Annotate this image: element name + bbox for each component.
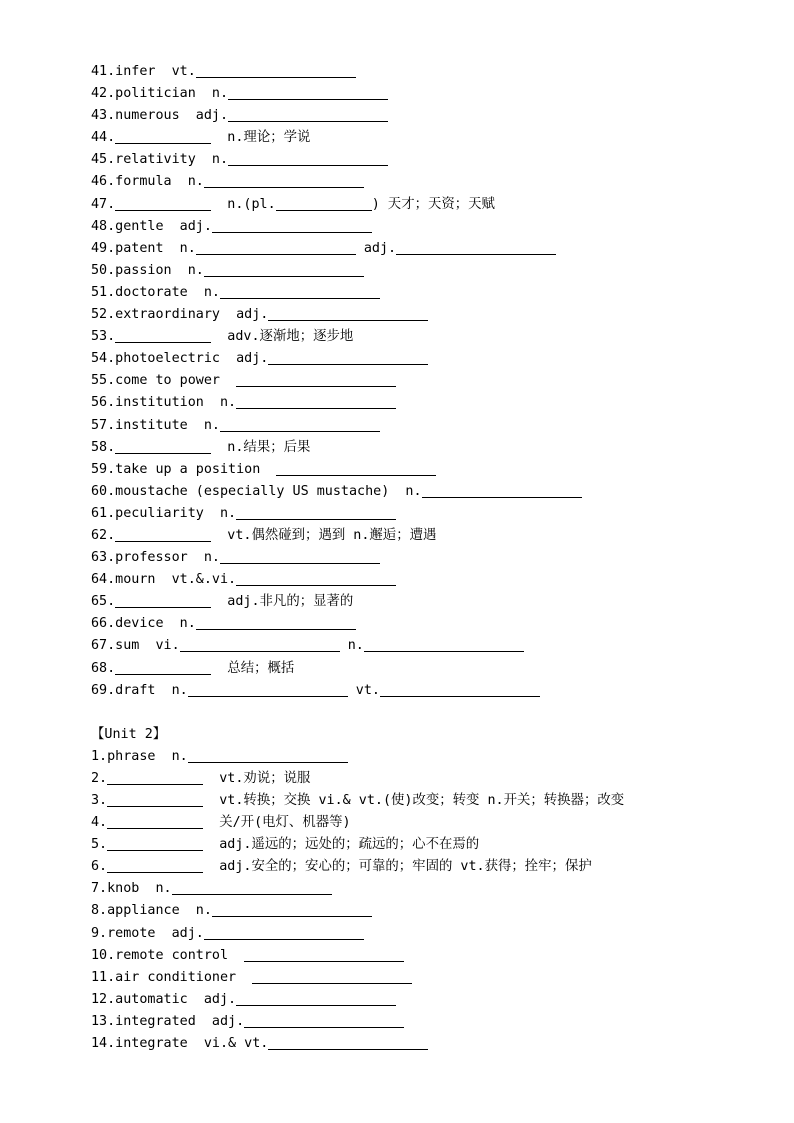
vocab-item [91,61,731,83]
vocab-item [91,238,731,260]
vocab-item [91,878,731,900]
vocab-text: adj.遥远的；远处的；疏远的；心不在焉的 [203,837,480,853]
vocab-text: vt.劝说；说服 [203,770,311,786]
vocab-item [91,348,731,370]
vocab-text: 43.numerous adj. [91,108,229,124]
answer-blank[interactable] [204,262,364,277]
answer-blank[interactable] [228,151,388,166]
answer-blank[interactable] [115,196,211,211]
vocab-item [91,260,731,282]
answer-blank[interactable] [236,505,396,520]
vocab-text: 65. [91,594,116,610]
vocab-text: 7.knob n. [91,881,172,897]
vocab-item [91,613,731,635]
answer-blank[interactable] [180,637,340,652]
answer-blank[interactable] [204,925,364,940]
vocab-item [91,370,731,392]
answer-blank[interactable] [188,748,348,763]
vocab-text: 56.institution n. [91,395,237,411]
vocab-item [91,326,731,348]
vocab-item [91,591,731,613]
vocab-text: 67.sum vi. [91,638,180,654]
vocab-item [91,105,731,127]
vocab-item [91,149,731,171]
vocab-text: 14.integrate vi.& vt. [91,1036,269,1052]
vocab-text: 48.gentle adj. [91,218,212,234]
vocab-text: 13.integrated adj. [91,1013,245,1029]
vocab-item [91,216,731,238]
answer-blank[interactable] [196,615,356,630]
answer-blank[interactable] [220,417,380,432]
vocab-item [91,790,731,812]
answer-blank[interactable] [107,814,203,829]
vocab-item [91,282,731,304]
answer-blank[interactable] [115,129,211,144]
vocab-text: 45.relativity n. [91,152,229,168]
vocab-text: 9.remote adj. [91,925,204,941]
answer-blank[interactable] [115,593,211,608]
vocab-item [91,746,731,768]
vocab-text: 49.patent n. [91,240,196,256]
section-gap [91,702,731,724]
vocab-text: ) 天才；天资；天赋 [371,196,495,212]
answer-blank[interactable] [268,306,428,321]
vocab-item [91,967,731,989]
answer-blank[interactable] [172,880,332,895]
vocab-item [91,392,731,414]
vocab-text: 3. [91,793,108,808]
answer-blank[interactable] [236,571,396,586]
vocab-text: n.(pl. [211,196,276,212]
vocab-text: vt.转换；交换 vi.& vt.(使)改变；转变 n.开关；转换器；改变 [203,793,625,808]
vocab-item [91,834,731,856]
vocab-text: adv.逐渐地；逐步地 [211,329,354,345]
vocab-text: 50.passion n. [91,262,204,278]
vocab-text: 63.professor n. [91,550,220,566]
vocab-text: 2. [91,770,108,786]
answer-blank[interactable] [244,1013,404,1028]
answer-blank[interactable] [236,394,396,409]
vocab-item [91,459,731,481]
answer-blank[interactable] [252,969,412,984]
vocab-text: 61.peculiarity n. [91,505,237,521]
vocab-text: 总结；概括 [211,660,295,676]
answer-blank[interactable] [212,218,372,233]
vocab-text: vt.偶然碰到；遇到 n.邂逅；遭遇 [211,527,437,543]
answer-blank[interactable] [107,836,203,851]
vocab-text: 66.device n. [91,616,196,632]
vocab-text: 54.photoelectric adj. [91,351,269,367]
vocab-text: 6. [91,859,108,875]
vocab-item [91,525,731,547]
vocab-text: 69.draft n. [91,682,188,698]
vocab-text: 5. [91,837,108,853]
vocab-item [91,856,731,878]
vocab-item [91,635,731,657]
answer-blank[interactable] [220,549,380,564]
answer-blank[interactable] [268,350,428,365]
answer-blank[interactable] [236,991,396,1006]
vocab-item [91,547,731,569]
vocab-text: adj.安全的；安心的；可靠的；牢固的 vt.获得；拴牢；保护 [203,859,592,875]
vocab-text: n.理论；学说 [211,130,311,146]
vocab-text: 53. [91,329,116,345]
answer-blank[interactable] [276,196,372,211]
vocab-item [91,923,731,945]
answer-blank[interactable] [107,858,203,873]
vocab-item [91,481,731,503]
vocab-text: 52.extraordinary adj. [91,307,269,323]
answer-blank[interactable] [188,682,348,697]
vocab-text: 58. [91,439,116,455]
vocab-text: 1.phrase n. [91,748,188,764]
answer-blank[interactable] [107,770,203,785]
vocab-text: 12.automatic adj. [91,991,237,1007]
answer-blank[interactable] [364,637,524,652]
vocab-item [91,304,731,326]
answer-blank[interactable] [228,107,388,122]
vocab-item [91,680,731,702]
answer-blank[interactable] [115,439,211,454]
vocab-item [91,768,731,790]
vocab-item [91,83,731,105]
vocab-text: 57.institute n. [91,417,220,433]
vocab-item [91,437,731,459]
answer-blank[interactable] [220,284,380,299]
vocab-text: n.结果；后果 [211,439,311,455]
answer-blank[interactable] [204,173,364,188]
vocab-text: 51.doctorate n. [91,284,220,300]
answer-blank[interactable] [236,372,396,387]
vocab-text: 60.moustache (especially US mustache) n. [91,483,422,499]
vocab-text: vt. [347,682,380,698]
unit1-vocab-list [91,61,731,702]
answer-blank[interactable] [244,947,404,962]
vocab-item [91,569,731,591]
vocab-text: 68. [91,660,116,676]
unit2-heading: 【Unit 2】 [91,726,167,742]
vocab-item [91,1011,731,1033]
vocab-text: 47. [91,196,116,212]
vocab-item [91,812,731,834]
answer-blank[interactable] [396,240,556,255]
answer-blank[interactable] [115,328,211,343]
answer-blank[interactable] [212,902,372,917]
vocab-text: 64.mourn vt.&.vi. [91,572,237,588]
answer-blank[interactable] [115,660,211,675]
answer-blank[interactable] [228,85,388,100]
vocab-text: 11.air conditioner [91,969,253,985]
answer-blank[interactable] [380,682,540,697]
vocab-item [91,415,731,437]
answer-blank[interactable] [422,483,582,498]
answer-blank[interactable] [276,461,436,476]
vocab-item [91,503,731,525]
answer-blank[interactable] [196,240,356,255]
vocab-item [91,171,731,193]
worksheet-page [91,61,731,1055]
vocab-text: 42.politician n. [91,86,229,102]
vocab-text: 44. [91,130,116,146]
vocab-item [91,127,731,149]
vocab-text: 关/开(电灯、机器等) [203,815,351,831]
vocab-item [91,900,731,922]
vocab-text: n. [339,638,364,654]
unit2-vocab-list [91,746,731,1055]
vocab-text: 59.take up a position [91,461,277,477]
vocab-text: 4. [91,815,108,831]
vocab-item [91,658,731,680]
vocab-item [91,989,731,1011]
vocab-item [91,1033,731,1055]
answer-blank[interactable] [196,63,356,78]
vocab-text: 41.infer vt. [91,64,196,79]
vocab-item [91,945,731,967]
vocab-text: 46.formula n. [91,174,204,190]
answer-blank[interactable] [268,1035,428,1050]
answer-blank[interactable] [107,792,203,807]
vocab-text: 8.appliance n. [91,903,212,919]
answer-blank[interactable] [115,527,211,542]
vocab-text: 10.remote control [91,947,245,963]
vocab-text: adj.非凡的；显著的 [211,594,354,610]
vocab-text: adj. [355,240,397,256]
vocab-text: 62. [91,527,116,543]
vocab-text: 55.come to power [91,373,237,389]
vocab-item [91,194,731,216]
